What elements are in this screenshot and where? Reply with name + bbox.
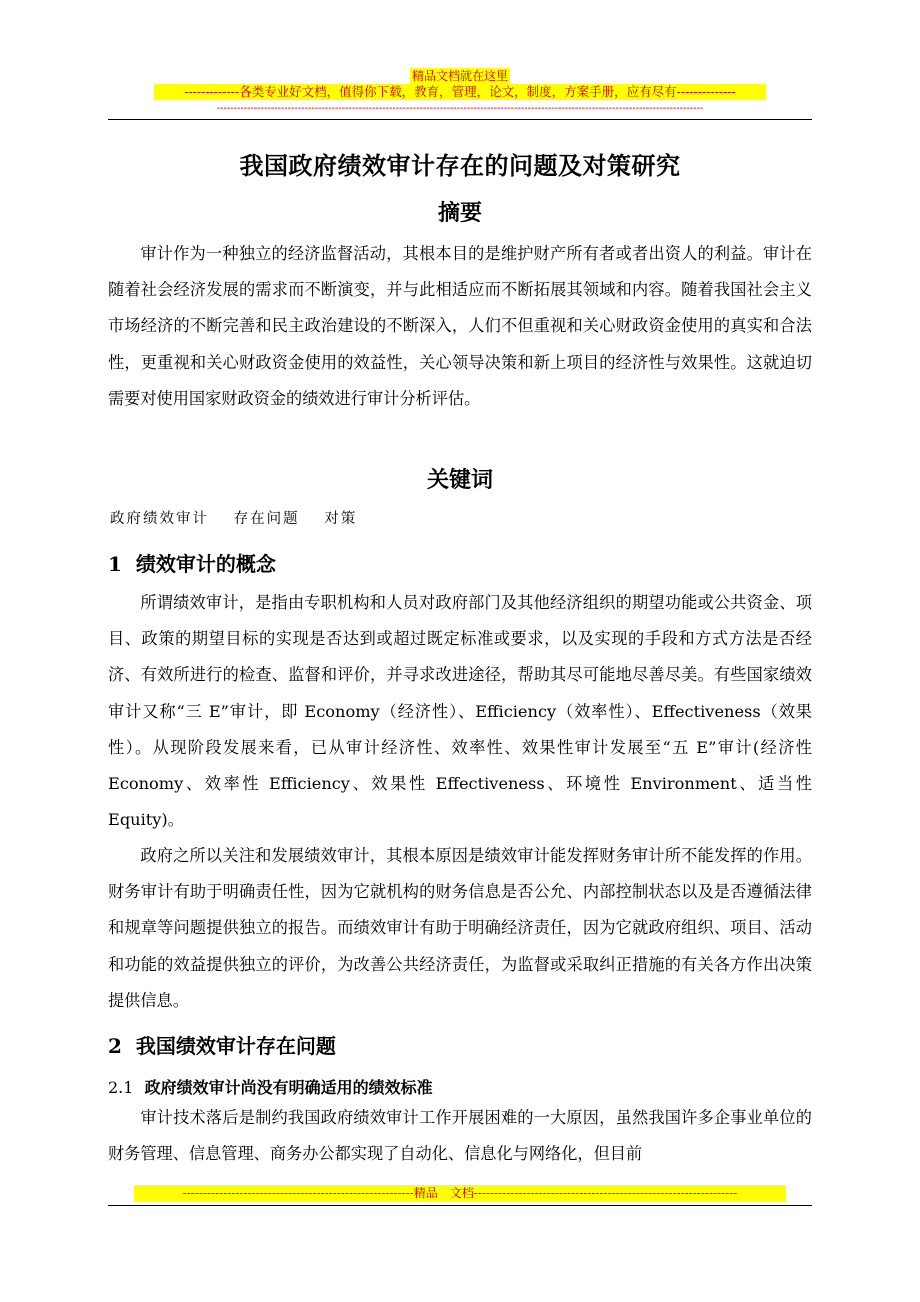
section-2-heading: 2 我国绩效审计存在问题 [108, 1034, 336, 1058]
abstract-heading: 摘要 [437, 200, 482, 226]
keywords-list [110, 507, 375, 528]
keywords-heading: 关键词 [426, 467, 493, 493]
keyword: 对策 [324, 511, 358, 527]
document-title: 我国政府绩效审计存在的问题及对策研究 [239, 151, 681, 180]
header-title: 精品文档就在这里 [411, 69, 508, 83]
header-rule [108, 119, 812, 120]
keyword: 政府绩效审计 [110, 511, 209, 527]
section-2-1-heading: 2.1 政府绩效审计尚没有明确适用的绩效标准 [108, 1078, 433, 1097]
abstract-paragraph: 审计作为一种独立的经济监督活动，其根本目的是维护财产所有者或者出资人的利益。审计在随着社会经济发展的需求而不断演变，并与此相适应而不断拓展其领域和内容。随着我国社会主义市场经济的不断完善和民主政治建设的不断深入，人们不但重视和关心财政资金使用的真实和合法性，更重视和关心财政资金使用的效益性，关心领导决策和新上项目的经济性与效果性。这就迫切需要对使用国家财政资金的绩效进行审计分析评估。 [108, 244, 812, 408]
footer-rule [108, 1205, 812, 1206]
footer-banner: ---------------------------------------------------------精品 文档----------------------------------------------------------------- [134, 1185, 786, 1201]
header-tagline: -------------各类专业好文档，值得你下载，教育，管理，论文，制度，方案手册，应有尽有-------------- [154, 84, 766, 100]
section-2-1-paragraph: 审计技术落后是制约我国政府绩效审计工作开展困难的一大原因，虽然我国许多企事业单位的财务管理、信息管理、商务办公都实现了自动化、信息化与网络化，但目前 [108, 1108, 812, 1164]
section-1-paragraph-2: 政府之所以关注和发展绩效审计，其根本原因是绩效审计能发挥财务审计所不能发挥的作用。财务审计有助于明确责任性，因为它就机构的财务信息是否公允、内部控制状态以及是否遵循法律和规章等问题提供独立的报告。而绩效审计有助于明确经济责任，因为它就政府组织、项目、活动和功能的效益提供独立的评价，为改善公共经济责任，为监督或采取纠正措施的有关各方作出决策提供信息。 [108, 846, 812, 1010]
header-banner [0, 65, 920, 84]
section-1-heading: 1 绩效审计的概念 [108, 552, 276, 576]
section-1-paragraph-1: 所谓绩效审计，是指由专职机构和人员对政府部门及其他经济组织的期望功能或公共资金、项目、政策的期望目标的实现是否达到或超过既定标准或要求，以及实现的手段和方式方法是否经济、有效所进行的检查、监督和评价，并寻求改进途径，帮助其尽可能地尽善尽美。有些国家绩效审计又称“三 E”审计，即 Economy（经济性）、Efficiency（效率性）、Effectiveness（效果性）。从现阶段发展来看，已从审计经济性、效率性、效果性审计发展至“五 E”审计(经济性 Economy、效率性 Efficiency、效果性 Effectiveness、环境性 Environment、适当性 Equity)。 [108, 593, 812, 830]
header-dashes: ------------------------------------------------------------------------------------------------------------------------------------------------ [216, 103, 704, 114]
keyword: 存在问题 [233, 511, 300, 527]
